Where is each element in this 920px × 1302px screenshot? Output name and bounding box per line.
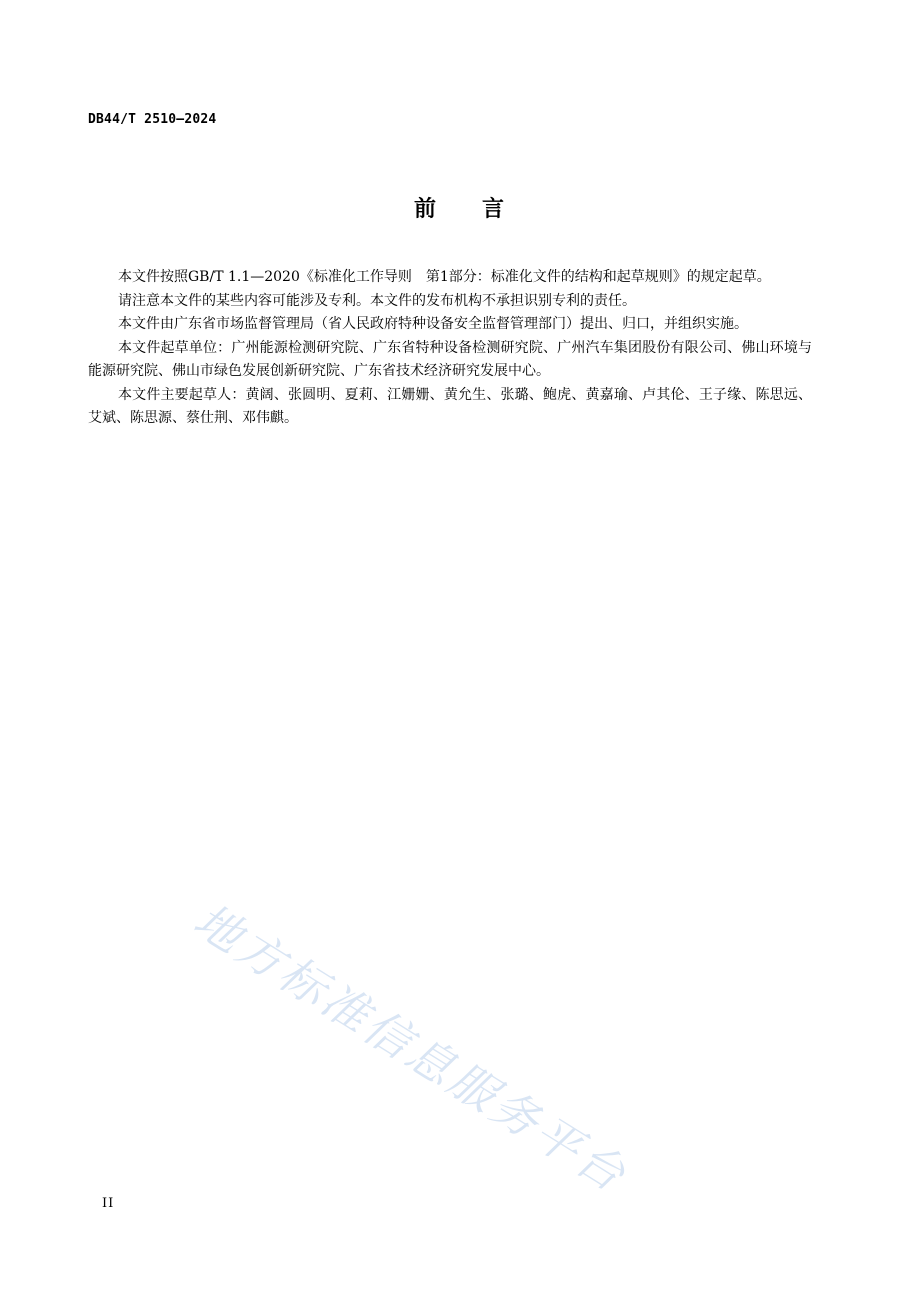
section-title-part-2: 言 xyxy=(482,197,507,222)
paragraph-drafters: 本文件主要起草人：黄阔、张圆明、夏莉、江姗姗、黄允生、张璐、鲍虎、黄嘉瑜、卢其伦、王子缘、陈思远、艾斌、陈思源、蔡仕荆、邓伟麒。 xyxy=(88,386,812,426)
section-title xyxy=(0,192,920,223)
page-number: II xyxy=(102,1196,115,1211)
paragraph-proposer: 本文件由广东省市场监督管理局（省人民政府特种设备安全监督管理部门）提出、归口，并组织实施。 xyxy=(118,316,748,332)
paragraph-drafting-rules: 本文件按照GB/T 1.1—2020《标准化工作导则 第1部分：标准化文件的结构和起草规则》的规定起草。 xyxy=(118,269,771,285)
section-title-part-1: 前 xyxy=(413,197,438,222)
paragraph-patent-notice: 请注意本文件的某些内容可能涉及专利。本文件的发布机构不承担识别专利的责任。 xyxy=(118,292,636,309)
foreword-body xyxy=(88,266,812,431)
watermark: 地方标准信息服务平台 xyxy=(184,892,638,1204)
document-code: DB44/T 2510—2024 xyxy=(88,112,217,127)
paragraph-drafting-units: 本文件起草单位：广州能源检测研究院、广东省特种设备检测研究院、广州汽车集团股份有限公司、佛山环境与能源研究院、佛山市绿色发展创新研究院、广东省技术经济研究发展中心。 xyxy=(88,339,812,379)
